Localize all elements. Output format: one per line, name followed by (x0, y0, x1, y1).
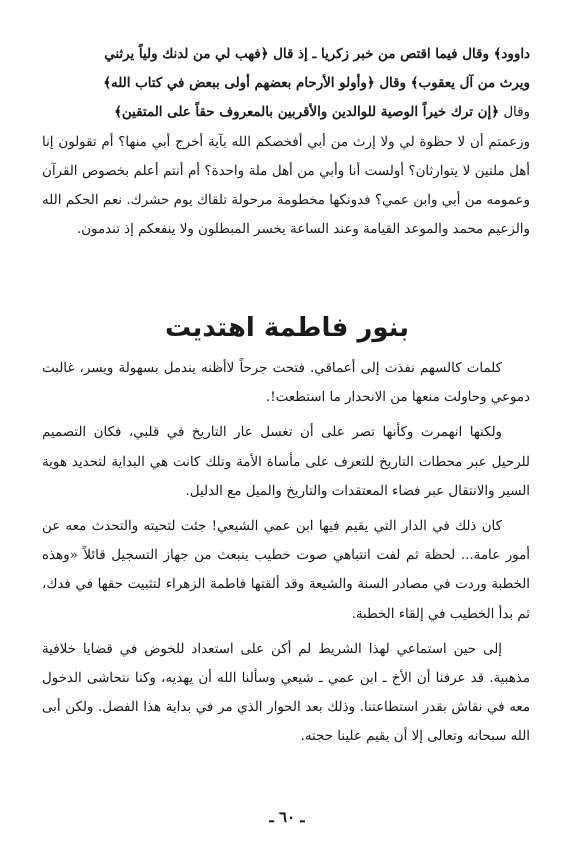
body-paragraph-3: كان ذلك في الدار التي يقيم فيها ابن عمي الشيعي! جئت لتحيته والتحدث معه عن أمور عامة... لحظة ثم لفت انتباهي صوت خطيب ينبعث من جهاز التسجيل قائلاً «وهذه الخطبة وردت في مصادر السنة والشيعة وقد ألقتها فاطمة الزهراء لتثبيت حقها في فدك، ثم بدأ الخطيب في إلقاء الخطبة. (42, 519, 530, 622)
section-heading: بنور فاطمة اهتديت (164, 313, 410, 343)
top-paragraph: وزعمتم أن لا حظوة لي ولا إرث من أبي أفخصكم الله بآية أخرج أبي منها؟ أم تقولون إنا أهل ملتين لا يتوارثان؟ أولست أنا وأبي من أهل ملة واحدة؟ أم أنتم أعلم بخصوص القرآن وعمومه من أبي وابن عمي؟ فدونكها مخطومة مرحولة تلقاك يوم حشرك. نعم الحكم الله والزعيم محمد والموعد القيامة وعند الساعة يخسر المبطلون ولا ينفعكم إذ تندمون. (42, 134, 530, 238)
quote-line-3-plain: وقال (499, 105, 530, 121)
page-number: ـ ٦٠ ـ (269, 808, 305, 826)
quote-line-3 (42, 98, 530, 127)
body-paragraph-1: كلمات كالسهم نفذت إلى أعماقي. فتحت جرحاً لاأظنه يندمل بسهولة ويسر، غالبت دموعي وحاولت منعها من الانحدار ما استطعت!. (42, 361, 530, 406)
body-paragraph-4: إلى حين استماعي لهذا الشريط لم أكن على استعداد للخوض في قضايا خلافية مذهبية. قد عرفنا أن الأخ ـ ابن عمي ـ شيعي وسألنا الله أن يهديه، وكنا نتحاشى الدخول معه في نقاش بقدر استطاعتنا. وذلك بعد الحوار الذي مر في بداية هذا الفصل. ولكن أبى الله سبحانه وتعالى إلا أن يقيم علينا حجته. (42, 641, 530, 745)
quote-line-1: داوود﴾ وقال فيما اقتص من خبر زكريا ـ إذ قال ﴿فهب لي من لدنك ولياً يرثني (104, 46, 530, 62)
quote-line-2: ويرث من آل يعقوب﴾ وقال ﴿وأولو الأرحام بعضهم أولى ببعض في كتاب الله﴾ (103, 75, 530, 92)
quote-line-3-verse: ﴿إن ترك خيراً الوصية للوالدين والأقربين بالمعروف حقاً على المتقين﴾ (114, 104, 500, 121)
body-paragraph-2: ولكنها انهمرت وكأنها تصر على أن تغسل عار التاريخ في قلبي، فكان التصميم للرحيل عبر محطات التاريخ للتعرف على مأساة الأمة وتلك كانت هي البداية لتحديد هوية السير والانتقال عبر فضاء المعتقدات والتاريخ والميل مع الدليل. (42, 425, 530, 499)
body-text-block (42, 354, 530, 758)
top-text-block (42, 40, 530, 244)
